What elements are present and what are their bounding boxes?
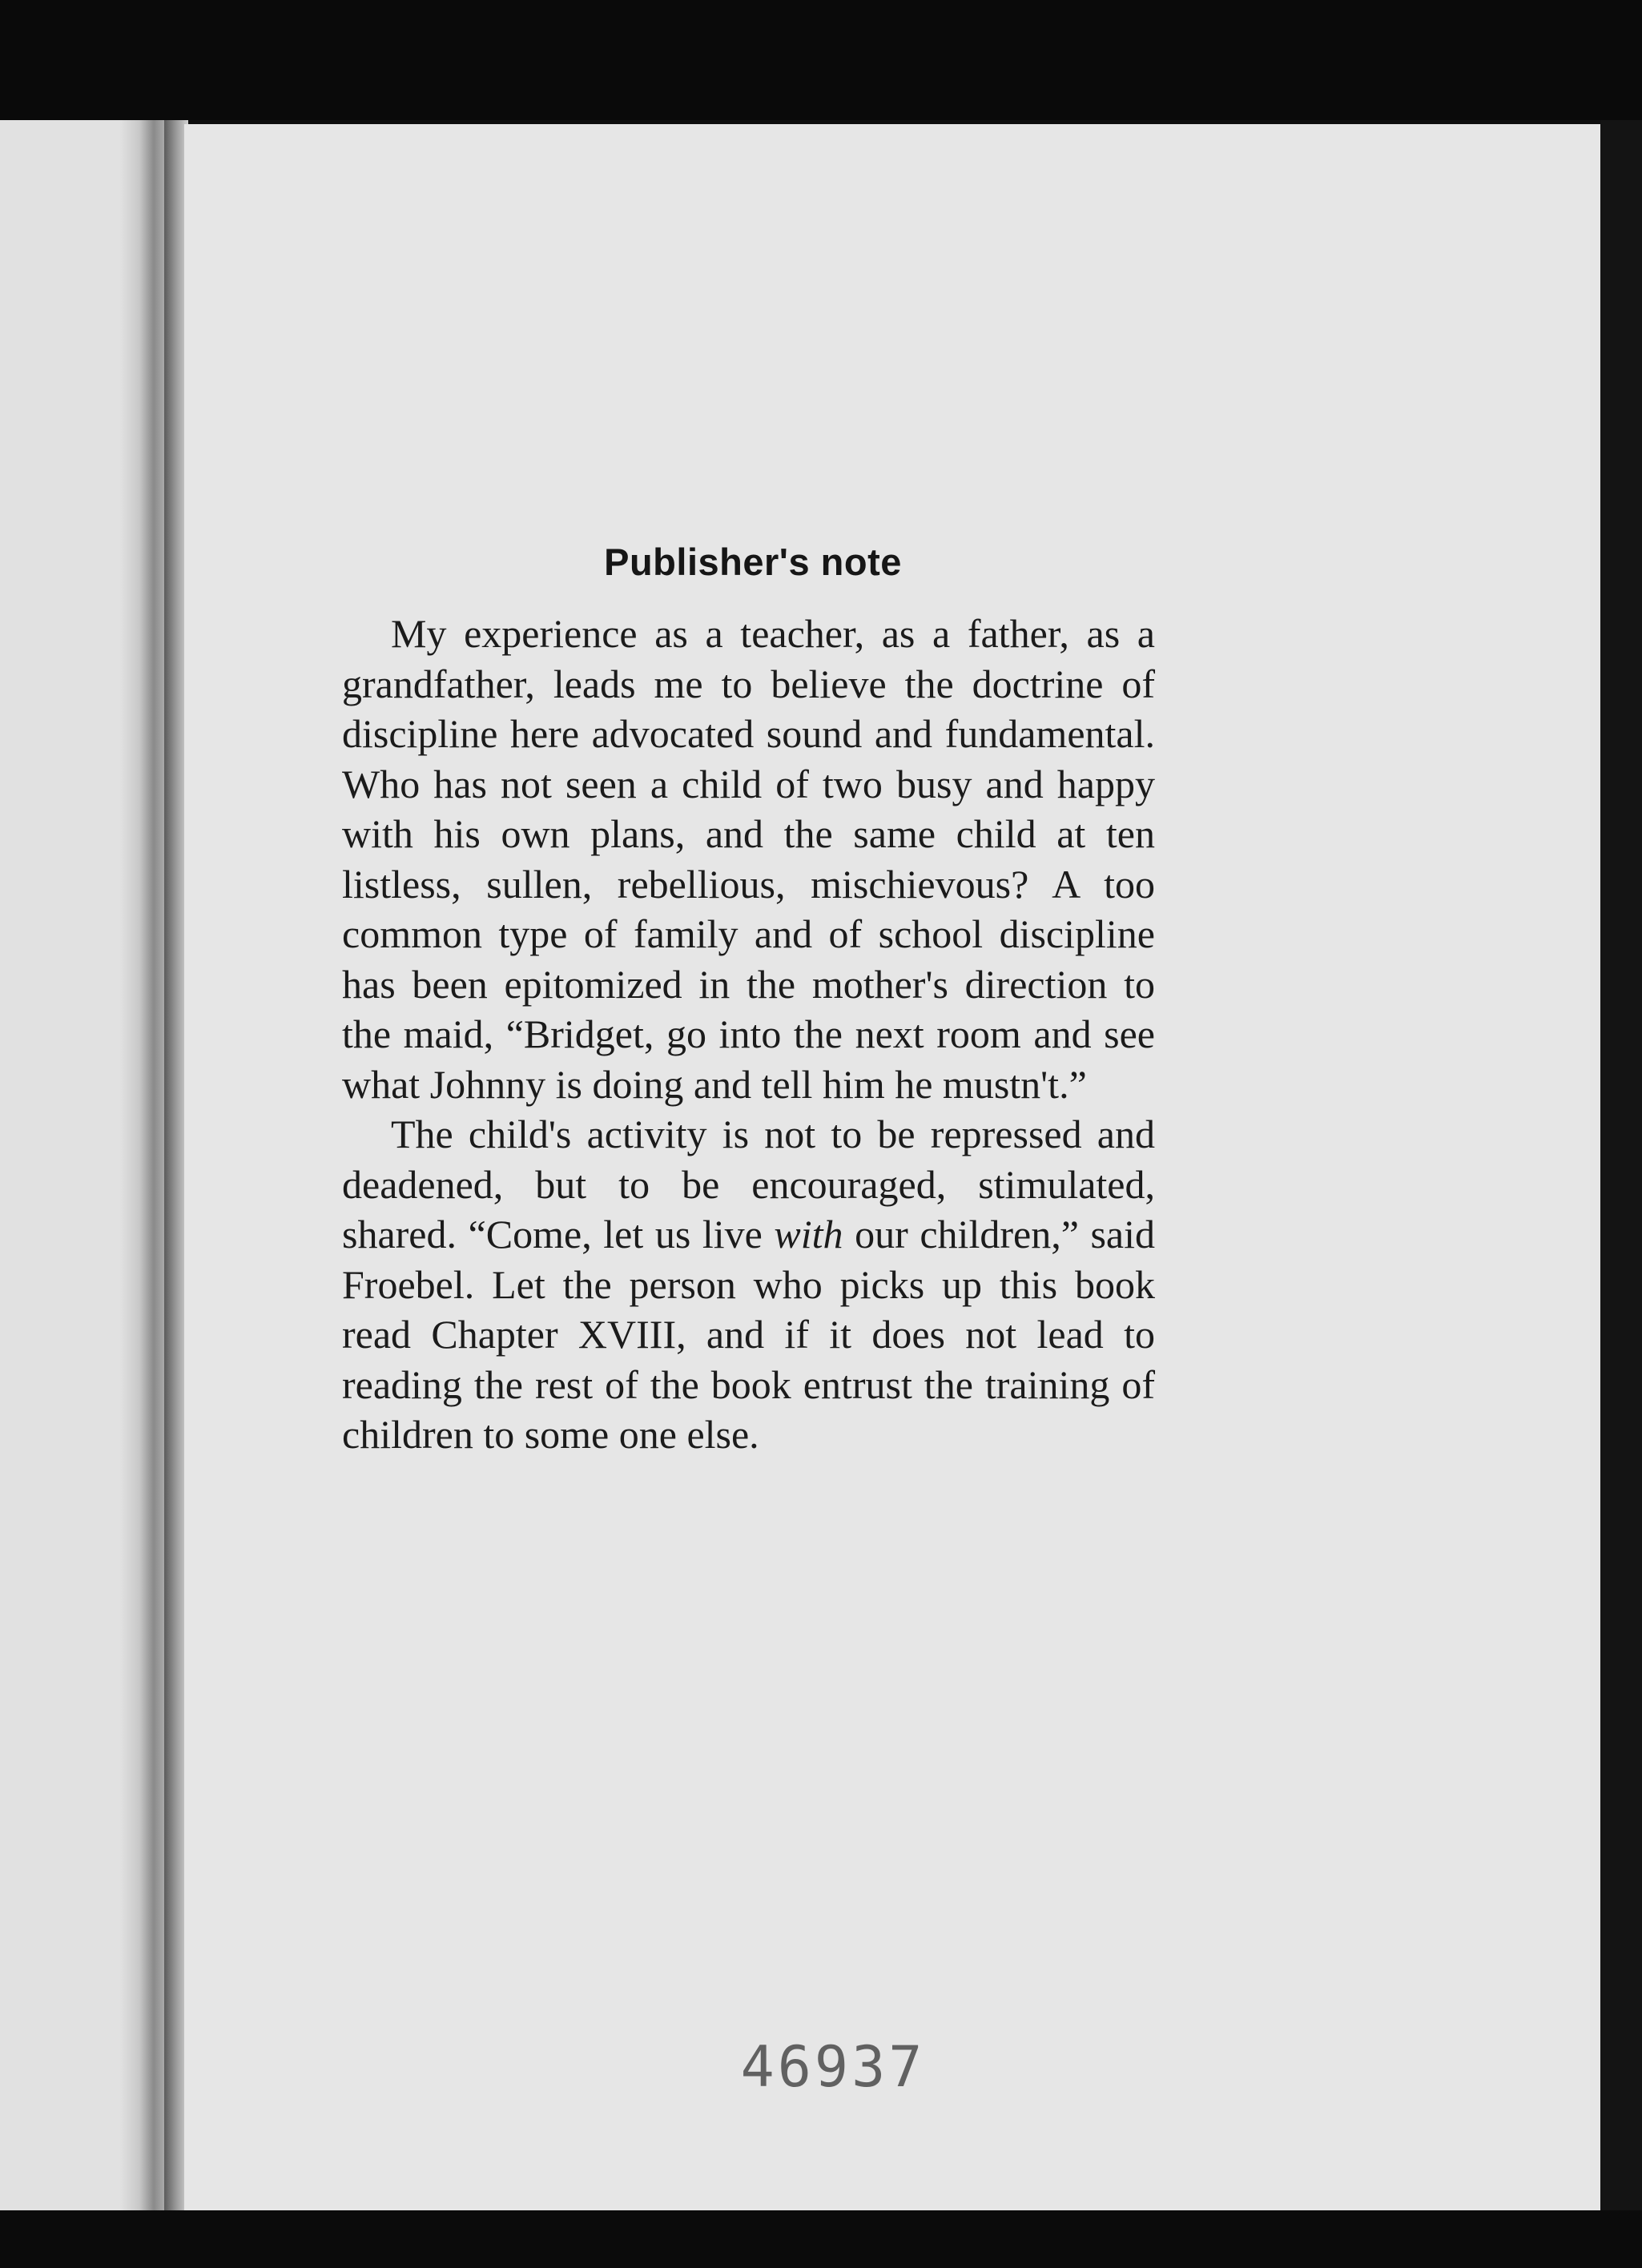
scan-right-border <box>1600 120 1642 2268</box>
paragraph-text: My experience as a teacher, as a father, as a grandfather, leads me to believe the doctrine of discipline here advocated sound and fundamental. Who has not seen a child of two busy and happy with his own plans, and the same child at ten listless, sullen, rebellious, mischievous? A too common type of family and of school discipline has been epitomized in the mother's direction to the maid, “Bridget, go into the next room and see what Johnny is doing and tell him he mustn't.” <box>342 611 1155 1107</box>
library-stamp-number: 46937 <box>740 2034 926 2100</box>
italic-word: with <box>774 1212 843 1257</box>
scan-bottom-border <box>0 2210 1642 2268</box>
facing-page-edge <box>120 120 168 2210</box>
note-paragraph <box>342 609 1155 1109</box>
note-body <box>342 609 1155 1460</box>
paragraph-text: our children,” said Froebel. Let the person who picks up this book read Chapter XVIII, and if it does not lead to reading the rest of the book entrust the training of children to some one else. <box>342 1212 1155 1457</box>
paragraph-text: The child's activity is not to be repressed and deadened, but to be encouraged, stimulated, shared. “Come, let us live <box>342 1112 1155 1257</box>
scan-top-border <box>0 0 1642 120</box>
page-heading: Publisher's note <box>604 541 902 583</box>
note-paragraph <box>342 1109 1155 1460</box>
